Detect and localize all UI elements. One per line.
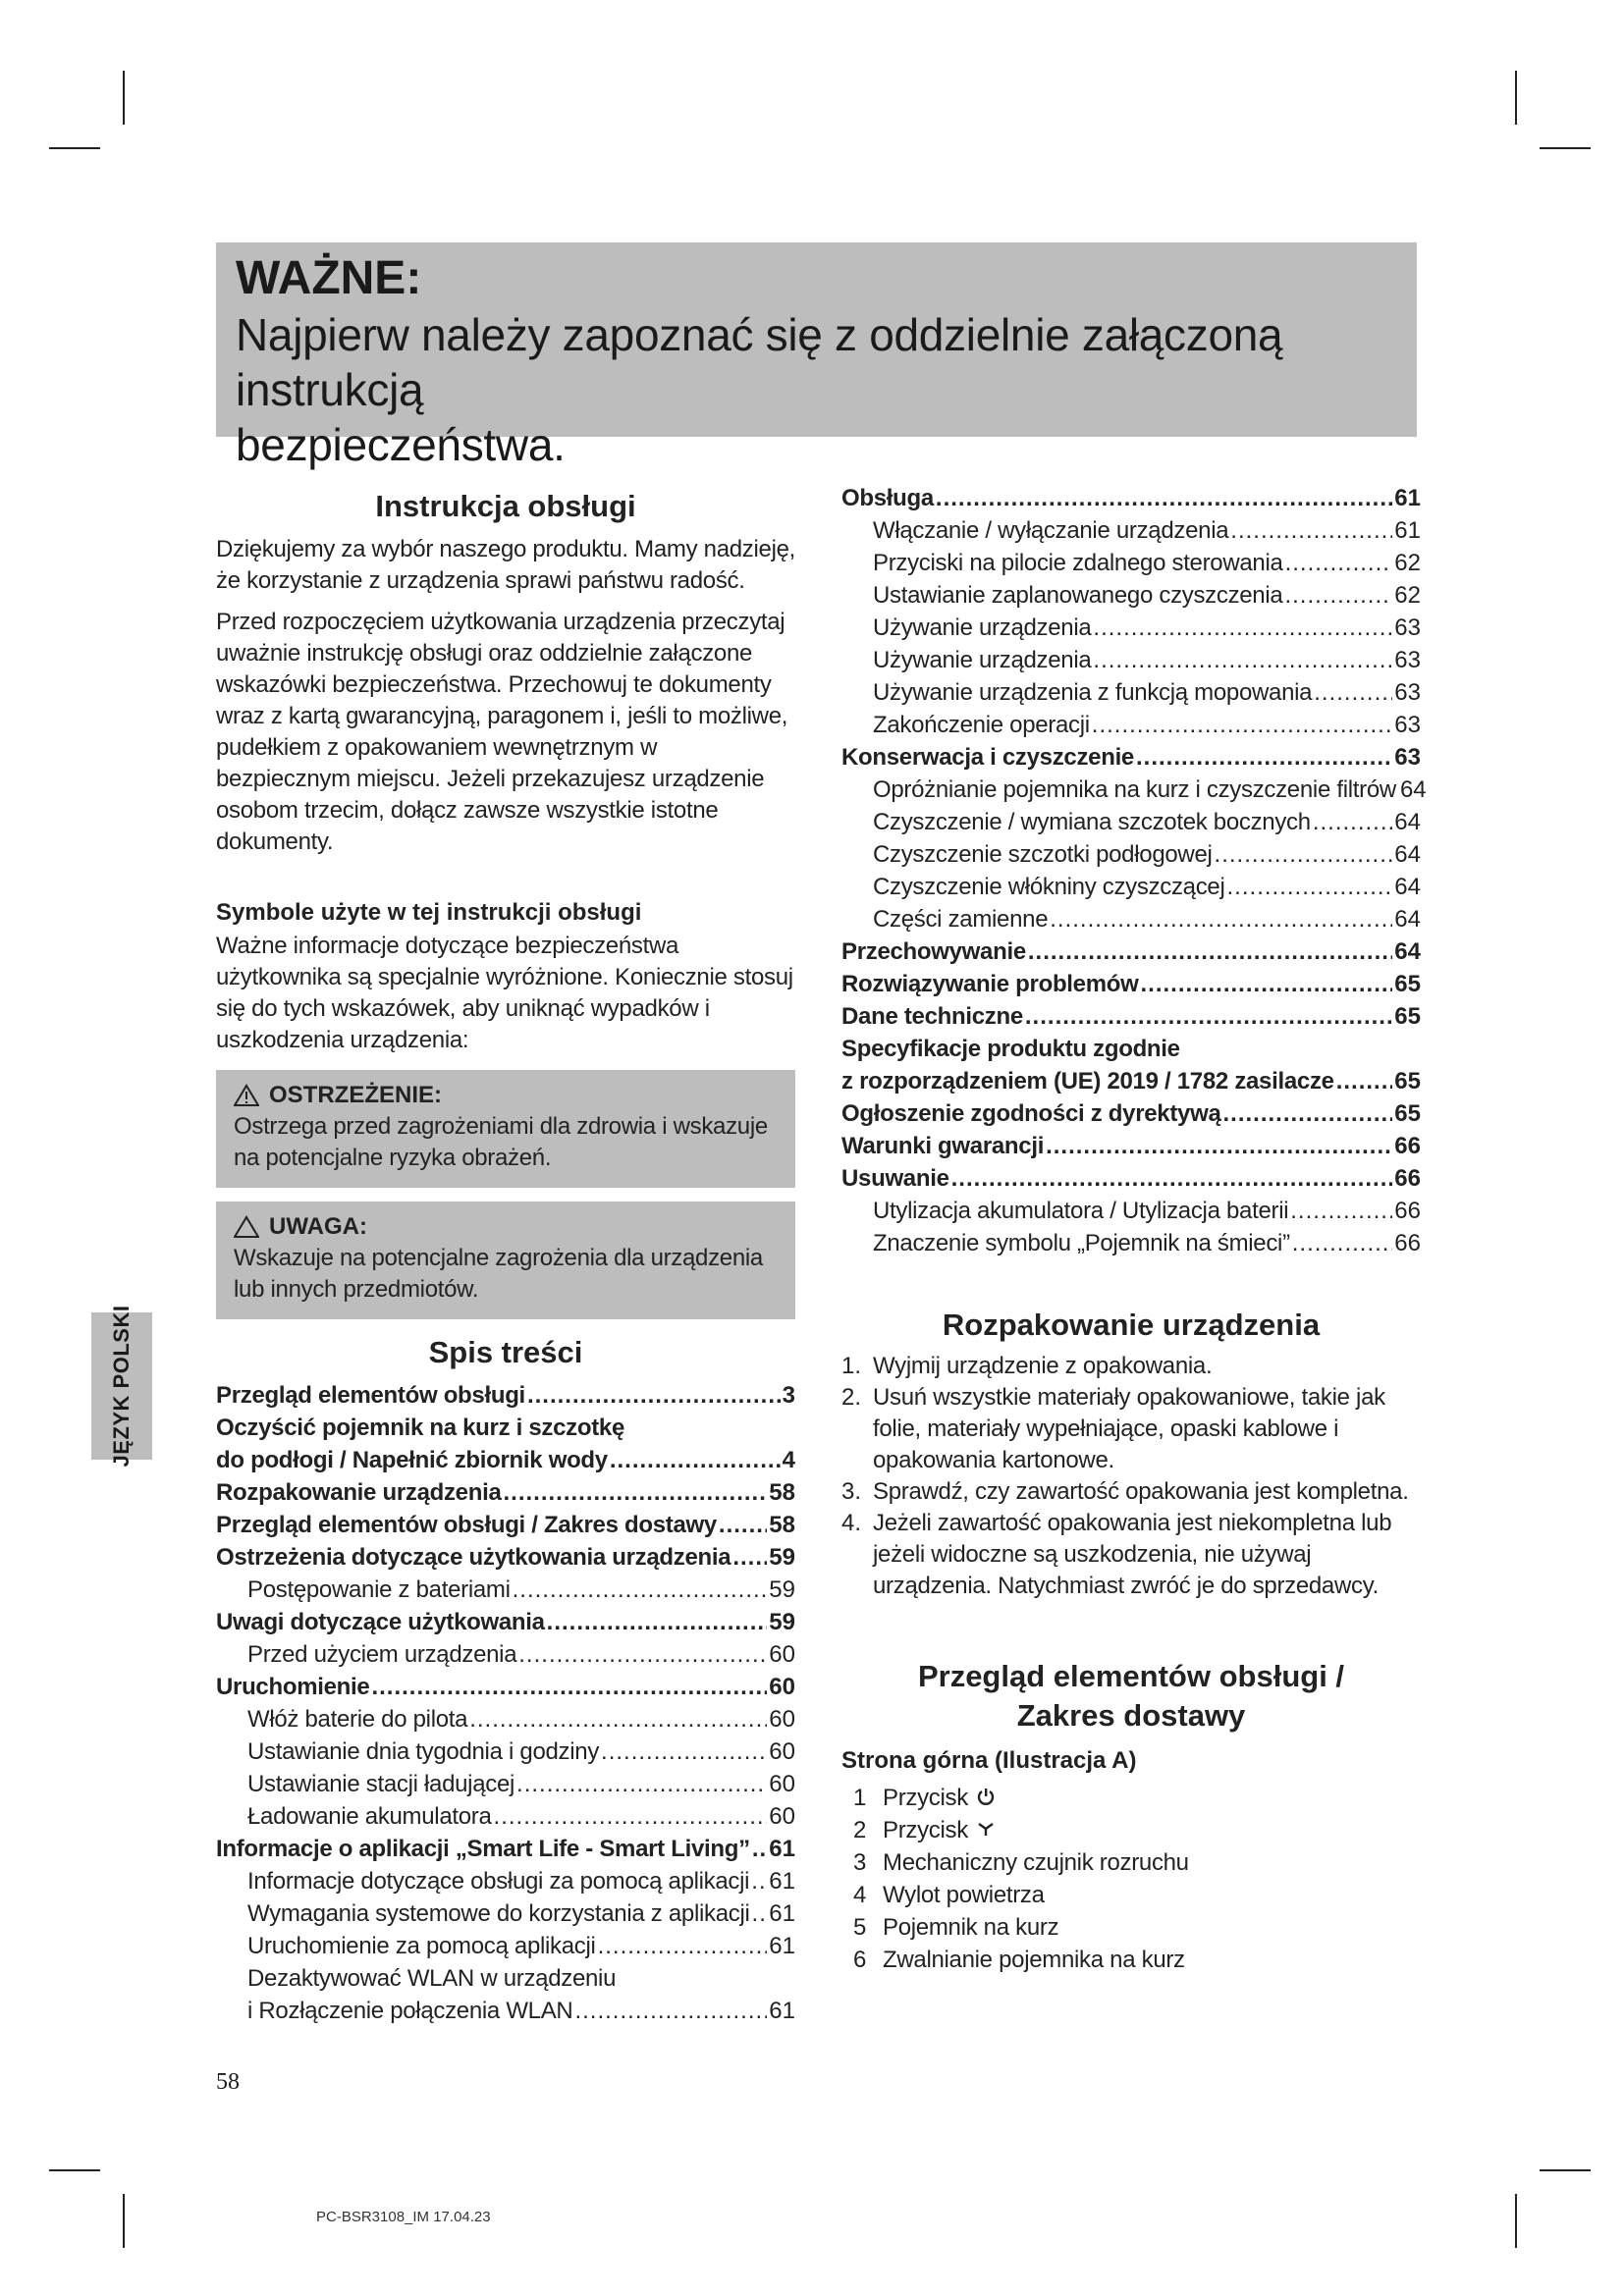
toc-left: [216, 1333, 795, 2028]
toc-entry-page: 63: [1394, 647, 1421, 673]
toc-entry-page: 61: [769, 1868, 795, 1895]
toc-entry: [216, 1704, 795, 1736]
toc-entry-page: 61: [769, 1998, 795, 2024]
toc-entry-page: 66: [1394, 1198, 1421, 1224]
toc-entry: [216, 1963, 795, 1996]
toc-entry: [841, 645, 1421, 677]
instructions-section: [216, 487, 795, 1319]
toc-entry-label: Ustawianie stacji ładującej: [247, 1771, 515, 1797]
toc-leader-dots: [598, 1931, 768, 1962]
toc-entry: [841, 613, 1421, 645]
toc-leader-dots: [1223, 1098, 1393, 1130]
list-item: [841, 1508, 1421, 1602]
unpacking-heading: Rozpakowanie urządzenia: [942, 1308, 1321, 1342]
toc-entry: [841, 1163, 1421, 1196]
list-item: [841, 1783, 1421, 1815]
warning-triangle-icon: [234, 1084, 259, 1107]
toc-entry-label: Dezaktywować WLAN w urządzeniu: [247, 1965, 617, 1992]
crop-mark: [1540, 2169, 1591, 2171]
toc-leader-dots: [1093, 613, 1392, 644]
toc-entry-label: Rozpakowanie urządzenia: [216, 1479, 502, 1506]
toc-entry-label: Konserwacja i czyszczenie: [841, 744, 1134, 771]
toc-leader-dots: [936, 483, 1392, 514]
toc-leader-dots: [1215, 839, 1393, 871]
overview-heading-line-1: Przegląd elementów obsługi /: [917, 1659, 1345, 1693]
toc-entry-page: 65: [1394, 1100, 1421, 1127]
toc-entry: [216, 1380, 795, 1413]
toc-leader-dots: [1046, 1131, 1392, 1162]
toc-entry-page: 60: [769, 1803, 795, 1830]
toc-leader-dots: [469, 1704, 767, 1735]
toc-entry-page: 62: [1394, 582, 1421, 609]
toc-leader-dots: [1230, 515, 1392, 547]
toc-entry-page: 63: [1394, 744, 1421, 771]
toc-leader-dots: [1313, 807, 1392, 838]
toc-entry-label: Obsługa: [841, 485, 934, 511]
language-side-tab: [91, 1305, 152, 1468]
toc-entry-label: Ogłoszenie zgodności z dyrektywą: [841, 1100, 1221, 1127]
toc-entry-page: 60: [769, 1771, 795, 1797]
toc-entry-page: 61: [1394, 517, 1421, 544]
toc-entry-label: Uwagi dotyczące użytkowania: [216, 1609, 545, 1635]
toc-entry-label: Dane techniczne: [841, 1003, 1023, 1030]
list-item: [841, 1880, 1421, 1912]
toc-entry-label: Utylizacja akumulatora / Utylizacja baterii: [873, 1198, 1289, 1224]
toc-entry-page: 4: [782, 1447, 795, 1473]
home-dock-icon: [976, 1816, 996, 1847]
overview-subheading: Strona górna (Ilustracja A): [841, 1747, 1137, 1774]
toc-heading: Spis treści: [428, 1335, 583, 1369]
toc-entry-label: Przed użyciem urządzenia: [247, 1641, 517, 1668]
toc-leader-dots: [494, 1801, 768, 1833]
list-item-text: Usuń wszystkie materiały opakowaniowe, takie jak folie, materiały wypełniające, opaski kablowe i opakowania kartonowe.: [873, 1384, 1385, 1473]
toc-leader-dots: [547, 1607, 768, 1638]
toc-entry-label: Włączanie / wyłączanie urządzenia: [873, 517, 1229, 544]
toc-entry-page: 58: [769, 1512, 795, 1538]
toc-entry-page: 61: [769, 1836, 795, 1862]
list-item-number: 5: [853, 1914, 867, 1941]
toc-entry-label: Używanie urządzenia z funkcją mopowania: [873, 679, 1313, 706]
toc-leader-dots: [1028, 936, 1392, 968]
list-item: [841, 1476, 1421, 1508]
list-item-text: Jeżeli zawartość opakowania jest niekompletna lub jeżeli widoczne są uszkodzenia, nie używaj urządzenia. Natychmiast zwróć je do sprzedawcy.: [873, 1510, 1392, 1599]
list-item-number: 6: [853, 1947, 867, 1973]
toc-entry-page: 64: [1394, 809, 1421, 835]
toc-leader-dots: [1141, 969, 1393, 1000]
warning-title: OSTRZEŻENIE:: [269, 1082, 443, 1108]
toc-entry: [841, 1066, 1421, 1098]
toc-entry-page: 63: [1394, 614, 1421, 641]
instructions-heading: Instrukcja obsługi: [375, 489, 636, 523]
toc-entry-label: Warunki gwarancji: [841, 1133, 1045, 1159]
toc-entry-label: Usuwanie: [841, 1165, 949, 1192]
toc-leader-dots: [610, 1445, 781, 1476]
toc-entry: [216, 1931, 795, 1963]
warning-box: [216, 1070, 795, 1188]
toc-leader-dots: [752, 1834, 767, 1865]
crop-mark: [49, 147, 100, 149]
toc-entry-page: 64: [1399, 776, 1427, 803]
toc-entry: [841, 936, 1421, 969]
toc-entry-page: 61: [769, 1900, 795, 1927]
caution-header: [234, 1211, 778, 1243]
toc-entry-label: z rozporządzeniem (UE) 2019 / 1782 zasilacze: [841, 1068, 1334, 1095]
list-item: [841, 1382, 1421, 1476]
toc-entry-label: Znaczenie symbolu „Pojemnik na śmieci”: [873, 1230, 1290, 1256]
toc-right-list: [841, 483, 1427, 1260]
toc-entry-page: 60: [769, 1738, 795, 1765]
list-item-text: Zwalnianie pojemnika na kurz: [883, 1947, 1185, 1973]
list-item-number: 3: [853, 1849, 867, 1876]
toc-leader-dots: [516, 1769, 767, 1800]
toc-entry-label: Rozwiązywanie problemów: [841, 971, 1139, 997]
toc-entry: [841, 839, 1421, 872]
toc-leader-dots: [1136, 742, 1392, 774]
toc-entry-label: Ładowanie akumulatora: [247, 1803, 492, 1830]
toc-leader-dots: [504, 1477, 768, 1509]
toc-entry-label: Przyciski na pilocie zdalnego sterowania: [873, 550, 1283, 576]
toc-entry-page: 65: [1394, 971, 1421, 997]
toc-entry: [216, 1575, 795, 1607]
toc-entry-label: Zakończenie operacji: [873, 712, 1090, 738]
list-item-number: 1.: [841, 1353, 862, 1379]
toc-entry-page: 3: [782, 1382, 795, 1409]
toc-leader-dots: [732, 1542, 767, 1574]
toc-entry: [216, 1542, 795, 1575]
toc-entry-label: Używanie urządzenia: [873, 614, 1092, 641]
toc-entry-label: Opróżnianie pojemnika na kurz i czyszczenie filtrów: [873, 776, 1396, 803]
toc-entry-label: Przegląd elementów obsługi / Zakres dostawy: [216, 1512, 717, 1538]
toc-entry: [841, 1228, 1421, 1260]
toc-entry-label: Czyszczenie szczotki podłogowej: [873, 841, 1213, 868]
crop-mark: [1515, 71, 1517, 125]
warning-text: Ostrzega przed zagrożeniami dla zdrowia i wskazuje na potencjalne ryzyka obrażeń.: [234, 1113, 768, 1171]
list-item-text: Przycisk: [883, 1817, 968, 1843]
toc-entry-page: 66: [1394, 1230, 1421, 1256]
caution-triangle-icon: [234, 1215, 259, 1239]
toc-entry: [216, 1477, 795, 1510]
toc-entry: [841, 774, 1427, 807]
toc-entry: [841, 872, 1421, 904]
toc-leader-dots: [1284, 580, 1392, 612]
toc-entry: [216, 1607, 795, 1639]
unpacking-list: [841, 1351, 1421, 1602]
toc-leader-dots: [751, 1866, 767, 1897]
toc-entry-page: 58: [769, 1479, 795, 1506]
toc-leader-dots: [1093, 645, 1392, 676]
toc-entry: [216, 1834, 795, 1866]
toc-entry: [216, 1866, 795, 1898]
toc-leader-dots: [1025, 1001, 1392, 1033]
toc-entry-page: 60: [769, 1706, 795, 1733]
toc-entry: [841, 807, 1421, 839]
toc-entry-label: Ustawianie zaplanowanego czyszczenia: [873, 582, 1283, 609]
toc-entry: [841, 580, 1421, 613]
list-item-number: 1: [853, 1785, 867, 1811]
toc-leader-dots: [1227, 872, 1393, 903]
overview-section: [841, 1657, 1421, 1977]
toc-leader-dots: [1314, 677, 1392, 709]
toc-entry-label: Postępowanie z bateriami: [247, 1576, 511, 1603]
toc-entry: [216, 1413, 795, 1445]
toc-entry: [216, 1996, 795, 2028]
toc-entry-page: 63: [1394, 679, 1421, 706]
list-item: [841, 1847, 1421, 1880]
toc-entry: [841, 1131, 1421, 1163]
toc-entry: [841, 969, 1421, 1001]
list-item-text: Pojemnik na kurz: [883, 1914, 1059, 1941]
toc-entry: [216, 1801, 795, 1834]
toc-entry-label: Części zamienne: [873, 906, 1049, 933]
toc-entry-page: 64: [1394, 841, 1421, 868]
toc-entry-page: 65: [1394, 1068, 1421, 1095]
toc-entry: [841, 548, 1421, 580]
toc-leader-dots: [527, 1380, 781, 1412]
toc-entry: [216, 1769, 795, 1801]
toc-entry-label: Używanie urządzenia: [873, 647, 1092, 673]
overview-list: [841, 1783, 1421, 1977]
language-label: JĘZYK POLSKI: [109, 1305, 134, 1468]
toc-entry-label: Uruchomienie: [216, 1674, 370, 1700]
toc-entry-label: Ustawianie dnia tygodnia i godziny: [247, 1738, 600, 1765]
toc-leader-dots: [371, 1672, 767, 1703]
toc-entry-page: 60: [769, 1641, 795, 1668]
crop-mark: [1540, 147, 1591, 149]
warning-header: [234, 1080, 778, 1111]
toc-entry-label: Specyfikacje produktu zgodnie: [841, 1036, 1180, 1062]
toc-entry-page: 65: [1394, 1003, 1421, 1030]
crop-mark: [49, 2169, 100, 2171]
toc-entry-page: 61: [769, 1933, 795, 1959]
toc-entry: [216, 1639, 795, 1672]
toc-entry: [841, 1196, 1421, 1228]
toc-entry-page: 61: [1394, 485, 1421, 511]
toc-entry-page: 64: [1394, 938, 1421, 965]
toc-entry-label: Czyszczenie / wymiana szczotek bocznych: [873, 809, 1311, 835]
toc-leader-dots: [601, 1736, 767, 1768]
toc-entry-label: Informacje dotyczące obsługi za pomocą aplikacji: [247, 1868, 750, 1895]
toc-leader-dots: [1092, 710, 1393, 741]
toc-leader-dots: [518, 1639, 767, 1671]
symbols-heading: Symbole użyte w tej instrukcji obsługi: [216, 899, 642, 926]
toc-leader-dots: [1336, 1066, 1393, 1097]
toc-entry: [216, 1445, 795, 1477]
toc-entry-label: Wymagania systemowe do korzystania z aplikacji: [247, 1900, 750, 1927]
unpacking-section: [841, 1306, 1421, 1602]
crop-mark: [1515, 2194, 1517, 2248]
toc-entry: [841, 483, 1421, 515]
toc-entry-page: 59: [769, 1609, 795, 1635]
list-item-text: Sprawdź, czy zawartość opakowania jest kompletna.: [873, 1478, 1409, 1505]
list-item: [841, 1815, 1421, 1847]
toc-entry-page: 60: [769, 1674, 795, 1700]
list-item-number: 3.: [841, 1478, 862, 1505]
toc-entry-label: Oczyścić pojemnik na kurz i szczotkę: [216, 1415, 625, 1441]
toc-leader-dots: [1050, 904, 1392, 935]
important-banner: [216, 242, 1417, 470]
toc-entry: [216, 1736, 795, 1769]
toc-leader-dots: [574, 1996, 767, 2027]
crop-mark: [123, 2194, 125, 2248]
toc-entry-page: 64: [1394, 906, 1421, 933]
footer-code: PC-BSR3108_IM 17.04.23: [316, 2209, 491, 2225]
list-item-number: 2.: [841, 1384, 862, 1411]
list-item-number: 4.: [841, 1510, 862, 1536]
toc-entry-page: 64: [1394, 874, 1421, 900]
toc-leader-dots: [752, 1898, 768, 1930]
toc-entry-label: Czyszczenie włókniny czyszczącej: [873, 874, 1225, 900]
list-item-text: Wyjmij urządzenie z opakowania.: [873, 1353, 1213, 1379]
toc-entry-page: 63: [1394, 712, 1421, 738]
toc-entry-label: Przechowywanie: [841, 938, 1026, 965]
list-item-text: Wylot powietrza: [883, 1882, 1045, 1908]
toc-leader-dots: [1290, 1196, 1392, 1227]
banner-title: WAŻNE:: [236, 252, 422, 304]
caution-title: UWAGA:: [269, 1213, 367, 1240]
toc-entry: [841, 677, 1421, 710]
toc-leader-dots: [1285, 548, 1393, 579]
list-item-text: Mechaniczny czujnik rozruchu: [883, 1849, 1189, 1876]
list-item-text: Przycisk: [883, 1785, 968, 1811]
toc-entry-label: Uruchomienie za pomocą aplikacji: [247, 1933, 596, 1959]
toc-entry-page: 66: [1394, 1133, 1421, 1159]
list-item-number: 2: [853, 1817, 867, 1843]
toc-entry-page: 66: [1394, 1165, 1421, 1192]
symbols-paragraph: Ważne informacje dotyczące bezpieczeństwa użytkownika są specjalnie wyróżnione. Koniecznie stosuj się do tych wskazówek, aby uniknąć wypadków i uszkodzenia urządzenia:: [216, 933, 793, 1053]
toc-entry-label: i Rozłączenie połączenia WLAN: [247, 1998, 573, 2024]
toc-entry-label: Przegląd elementów obsługi: [216, 1382, 525, 1409]
toc-entry: [841, 742, 1421, 774]
intro-paragraph: Dziękujemy za wybór naszego produktu. Mamy nadzieję, że korzystanie z urządzenia sprawi państwu radość.: [216, 536, 796, 594]
toc-entry: [841, 515, 1421, 548]
caution-text: Wskazuje na potencjalne zagrożenia dla urządzenia lub innych przedmiotów.: [234, 1245, 763, 1303]
list-item: [841, 1945, 1421, 1977]
toc-entry-label: Informacje o aplikacji „Smart Life - Smart Living”: [216, 1836, 750, 1862]
toc-entry-page: 59: [769, 1544, 795, 1571]
overview-heading-line-2: Zakres dostawy: [1016, 1698, 1246, 1733]
toc-entry-page: 62: [1394, 550, 1421, 576]
toc-entry: [216, 1898, 795, 1931]
toc-entry-label: Ostrzeżenia dotyczące użytkowania urządzenia: [216, 1544, 731, 1571]
list-item: [841, 1912, 1421, 1945]
toc-leader-dots: [951, 1163, 1393, 1195]
toc-entry: [216, 1510, 795, 1542]
toc-leader-dots: [719, 1510, 767, 1541]
toc-entry: [841, 1098, 1421, 1131]
toc-entry: [841, 1001, 1421, 1034]
crop-mark: [123, 71, 125, 125]
list-item-number: 4: [853, 1882, 867, 1908]
toc-entry: [216, 1672, 795, 1704]
toc-entry-label: Włóż baterie do pilota: [247, 1706, 468, 1733]
reading-paragraph: Przed rozpoczęciem użytkowania urządzenia przeczytaj uważnie instrukcję obsługi oraz oddzielnie załączone wskazówki bezpieczeństwa. Przechowuj te dokumenty wraz z kartą gwarancyjną, paragonem i, jeśli to możliwe, pudełkiem z opakowaniem wewnętrznym w bezpiecznym miejscu. Jeżeli przekazujesz urządzenie osobom trzecim, dołącz zawsze wszystkie istotne dokumenty.: [216, 609, 788, 855]
toc-entry: [841, 710, 1421, 742]
list-item: [841, 1351, 1421, 1382]
power-icon: [976, 1784, 996, 1815]
toc-entry: [841, 904, 1421, 936]
caution-box: [216, 1201, 795, 1319]
banner-line-1: Najpierw należy zapoznać się z oddzielnie załączoną instrukcją: [236, 309, 1283, 415]
toc-entry: [841, 1034, 1421, 1066]
toc-leader-dots: [1292, 1228, 1393, 1259]
page-number: 58: [216, 2069, 240, 2095]
toc-left-list: [216, 1380, 795, 2028]
toc-entry-page: 59: [769, 1576, 795, 1603]
toc-entry-label: do podłogi / Napełnić zbiornik wody: [216, 1447, 608, 1473]
toc-leader-dots: [513, 1575, 768, 1606]
toc-right: [841, 483, 1427, 1260]
banner-line-2: bezpieczeństwa.: [236, 419, 566, 470]
